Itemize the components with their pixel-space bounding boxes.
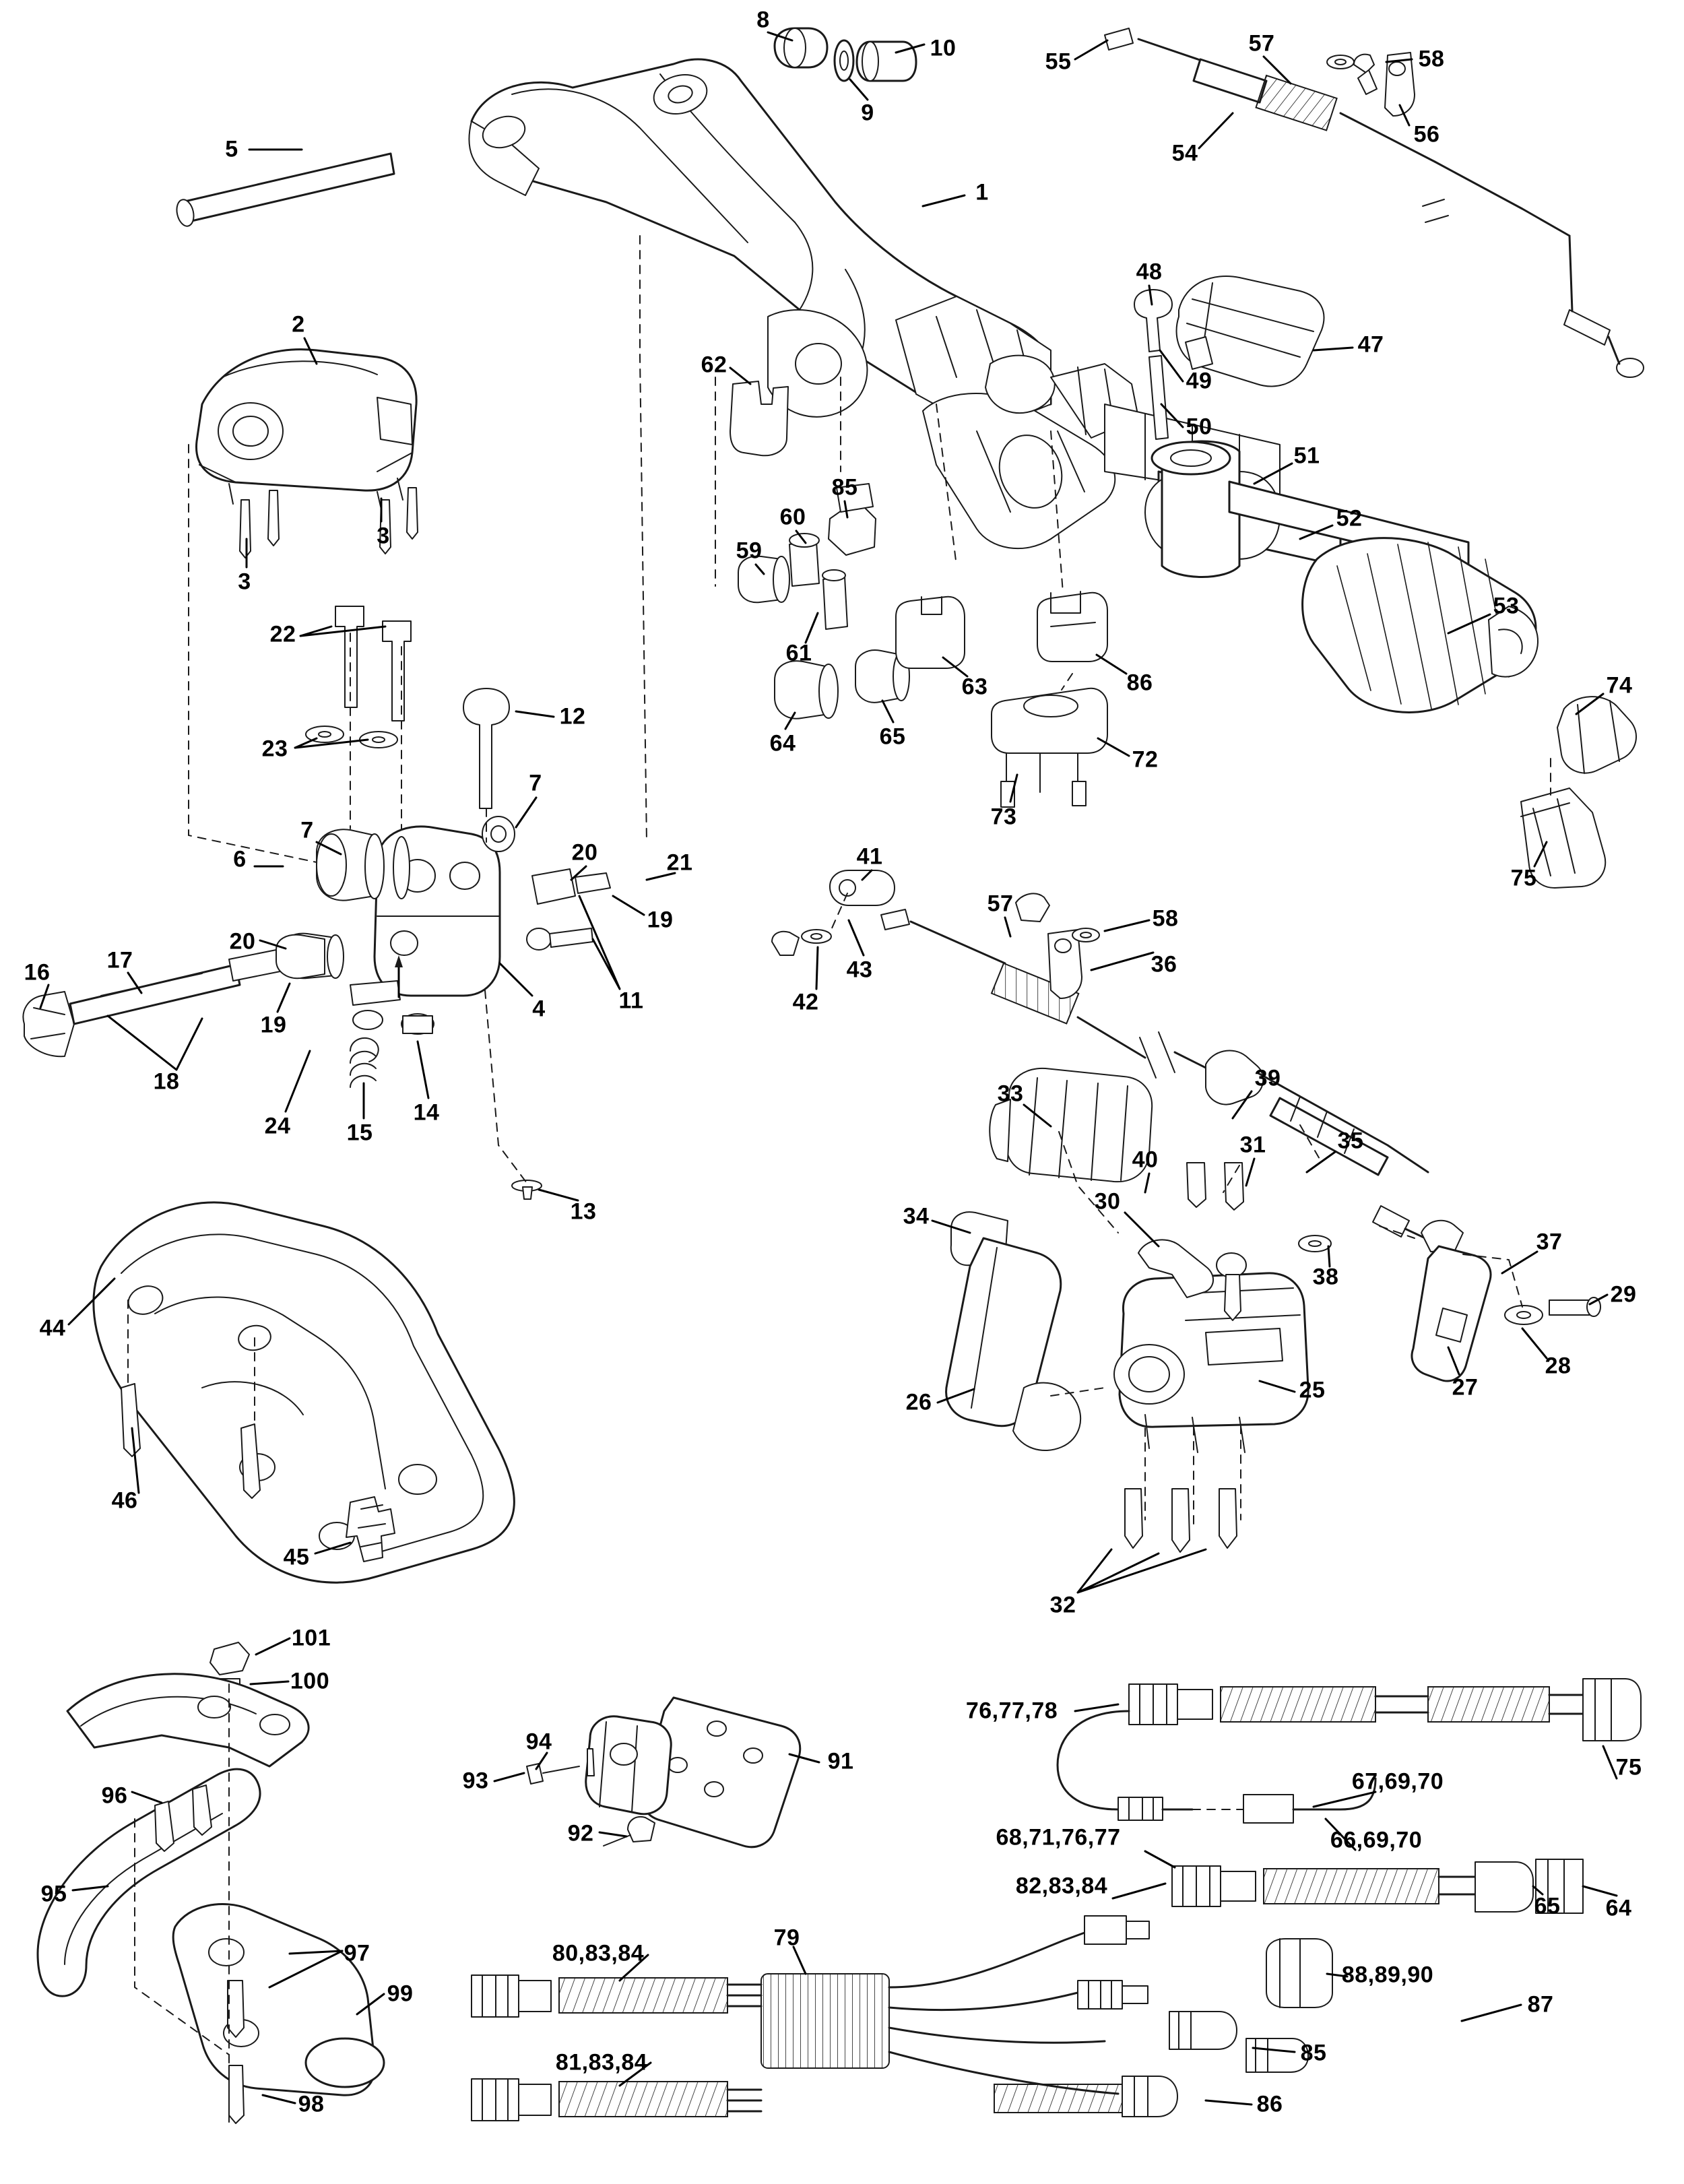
callout-8: 8 [756,7,770,33]
callout-86: 86 [1126,670,1153,696]
tiller-arm-assembly [469,59,1138,548]
callout-82-83-84: 82,83,84 [1015,1873,1108,1899]
callout-58: 58 [1152,905,1179,932]
callout-35: 35 [1337,1128,1364,1154]
callout-79: 79 [773,1925,800,1951]
callout-98: 98 [298,2091,325,2117]
callout-65: 65 [1534,1893,1561,1919]
callout-101: 101 [291,1625,331,1651]
callout-30: 30 [1094,1188,1121,1215]
callout-34: 34 [903,1203,930,1229]
callout-18: 18 [153,1068,180,1095]
callout-7: 7 [529,770,542,796]
callout-76-77-78: 76,77,78 [965,1698,1058,1724]
callout-56: 56 [1413,121,1440,148]
callout-7: 7 [300,817,314,843]
callout-99: 99 [387,1981,414,2007]
endcap-74 [1557,697,1636,773]
callout-93: 93 [462,1768,489,1794]
callout-100: 100 [290,1668,330,1694]
callout-58: 58 [1418,46,1445,72]
callout-28: 28 [1545,1353,1572,1379]
callout-3: 3 [238,569,251,595]
tiller-shaft-and-grip [1105,404,1538,712]
callout-73: 73 [990,804,1017,830]
callout-57: 57 [987,891,1014,917]
callout-22: 22 [269,621,296,647]
bushings-8-9-10 [775,28,916,81]
callout-1: 1 [975,179,989,205]
part-13 [512,1180,542,1199]
callout-87: 87 [1527,1991,1554,2018]
callout-19: 19 [647,907,674,933]
callout-97: 97 [344,1940,370,1966]
callout-86: 86 [1256,2091,1283,2117]
callout-10: 10 [930,35,957,61]
callout-12: 12 [559,703,586,730]
callout-29: 29 [1610,1281,1637,1308]
callout-49: 49 [1186,368,1212,394]
callout-96: 96 [101,1782,128,1809]
callout-88-89-90: 88,89,90 [1341,1962,1434,1988]
callout-21: 21 [666,849,693,876]
callout-36: 36 [1151,951,1177,977]
callout-62: 62 [701,352,727,378]
callout-42: 42 [792,989,819,1015]
lever-assembly-95-101 [38,1642,384,2129]
callout-44: 44 [39,1315,66,1341]
callout-63: 63 [961,674,988,700]
callout-38: 38 [1312,1264,1339,1290]
callout-23: 23 [261,736,288,762]
callout-80-83-84: 80,83,84 [552,1940,645,1966]
callout-3: 3 [377,523,390,549]
callout-40: 40 [1132,1147,1159,1173]
callout-64: 64 [1605,1895,1632,1921]
pivot-pin-5 [174,154,394,228]
callout-2: 2 [292,311,305,338]
callout-66-69-70: 66,69,70 [1330,1827,1423,1853]
cap-63 [896,597,965,668]
callout-81-83-84: 81,83,84 [555,2049,648,2076]
callout-37: 37 [1536,1229,1563,1255]
callout-9: 9 [861,100,874,126]
callout-60: 60 [779,504,806,530]
callout-85: 85 [1300,2040,1327,2066]
callout-27: 27 [1452,1374,1479,1401]
callout-16: 16 [24,959,51,986]
callout-53: 53 [1493,593,1520,619]
callout-94: 94 [525,1729,552,1755]
callout-51: 51 [1293,443,1320,469]
callout-67-69-70: 67,69,70 [1351,1768,1444,1795]
callout-33: 33 [997,1081,1024,1107]
callout-64: 64 [769,730,796,757]
bolt-12 [463,688,509,808]
callout-31: 31 [1239,1132,1266,1158]
callout-39: 39 [1254,1065,1281,1091]
callout-20: 20 [571,839,598,866]
callout-13: 13 [570,1198,597,1225]
callout-46: 46 [111,1487,138,1514]
callout-65: 65 [879,724,906,750]
callout-75: 75 [1615,1754,1642,1780]
lower-housing-44 [94,1202,515,1582]
callout-32: 32 [1049,1592,1076,1618]
callout-15: 15 [346,1120,373,1146]
callout-11: 11 [618,988,644,1014]
callout-52: 52 [1336,505,1363,532]
callout-45: 45 [283,1544,310,1570]
callout-74: 74 [1606,672,1633,699]
callout-19: 19 [260,1012,287,1038]
callout-50: 50 [1186,414,1212,440]
callout-24: 24 [264,1113,291,1139]
bolts-22-23 [306,606,411,748]
callout-95: 95 [40,1881,67,1907]
clip-62 [730,381,788,455]
callout-5: 5 [225,136,238,162]
callout-75: 75 [1510,865,1537,891]
callout-72: 72 [1132,746,1159,773]
callout-17: 17 [106,947,133,973]
callout-57: 57 [1248,30,1275,57]
callout-92: 92 [567,1820,594,1846]
callout-41: 41 [856,843,883,870]
callout-61: 61 [785,640,812,666]
callout-55: 55 [1045,49,1072,75]
callout-43: 43 [846,957,873,983]
callout-68-71-76-77: 68,71,76,77 [996,1824,1121,1851]
throttle-body-25 [1114,1163,1308,1552]
parts-41-43 [772,870,895,955]
callout-48: 48 [1136,259,1163,285]
steering-bracket-4 [283,816,610,1087]
callout-26: 26 [905,1389,932,1415]
callout-91: 91 [827,1748,854,1774]
callout-6: 6 [233,846,247,872]
callout-20: 20 [229,928,256,955]
callout-25: 25 [1299,1377,1326,1403]
callout-47: 47 [1357,331,1384,358]
callout-14: 14 [413,1099,440,1126]
callout-54: 54 [1171,140,1198,166]
callout-85: 85 [831,474,858,501]
callout-59: 59 [736,538,763,564]
switch-86 [1037,591,1107,662]
callout-4: 4 [532,996,546,1022]
switch-72-73 [992,688,1107,807]
